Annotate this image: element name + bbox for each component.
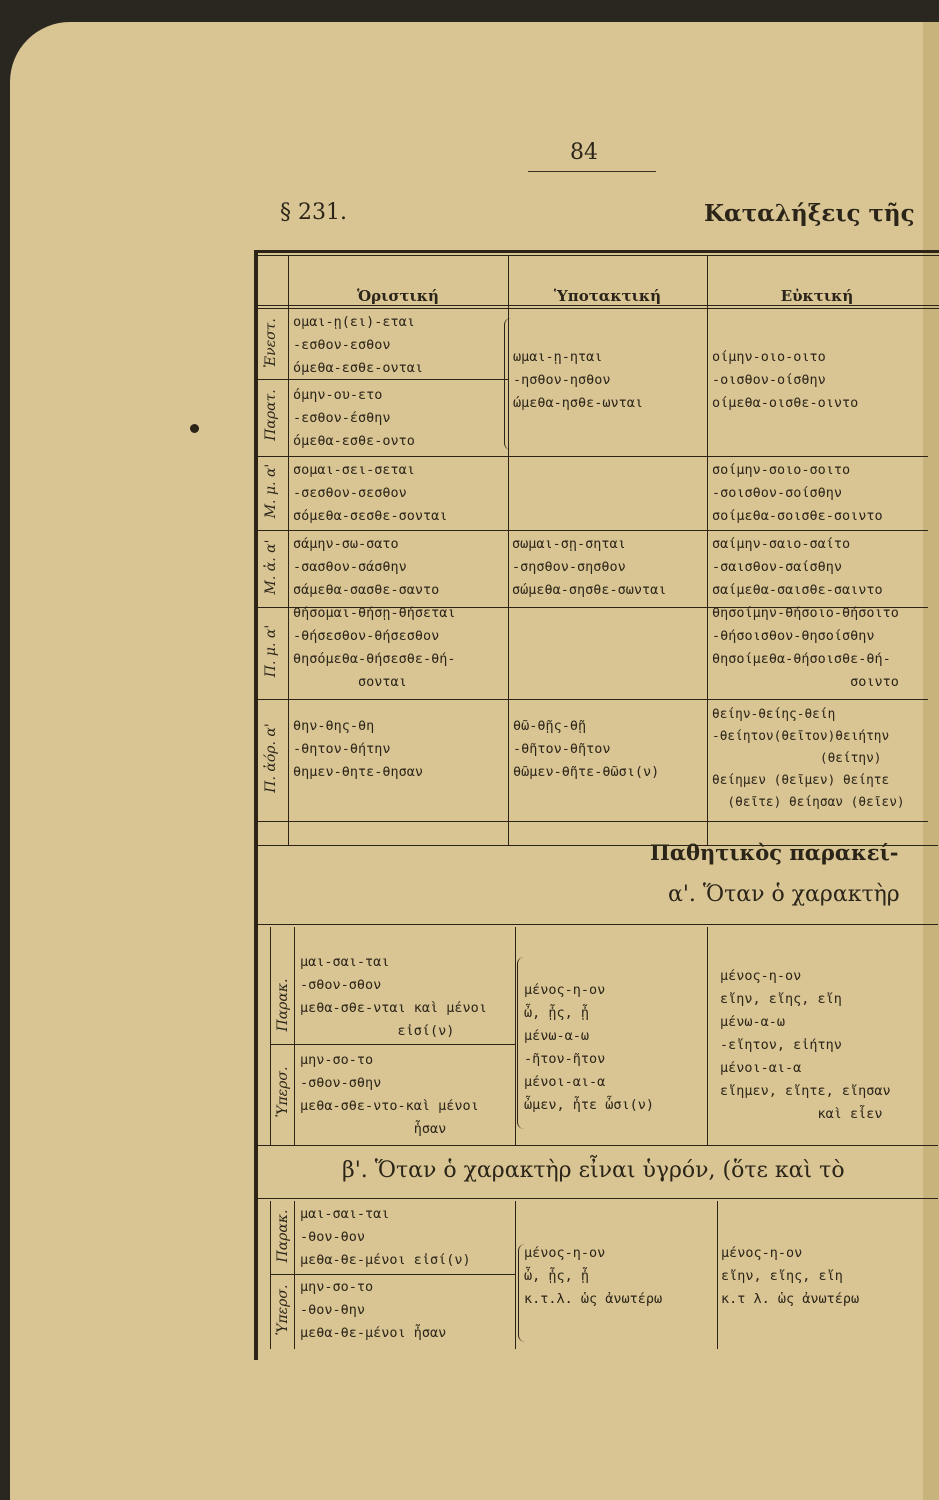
table2-ind-subj-rule (515, 927, 516, 1145)
table3-ind-subj-rule (515, 1201, 516, 1349)
optative-cell: σαίμην-σαιο-σαίτο -σαισθον-σαίσθην σαίμεθα-σαισθε-σαιντο (712, 536, 883, 598)
subjunctive-cell: σωμαι-σῃ-σηται -σησθον-σησθον σώμεθα-σησθε-σωνται (512, 536, 667, 598)
row-label: Ὑπερσ. (275, 1284, 291, 1336)
page-number: 84 (570, 140, 598, 165)
label-column-rule (288, 255, 289, 845)
indicative-cell: μην-σο-το -θον-θην μεθα-θε-μένοι ἦσαν (300, 1279, 447, 1341)
indicative-cell: θην-θης-θη -θητον-θήτην θημεν-θητε-θησαν (293, 718, 424, 780)
optative-cell: θείην-θείης-θείη -θείητον(θεῖτον)θειήτην (θείτην) θείημεν (θεῖμεν) θείητε (θεῖτε) θείησαν (θεῖεν) (712, 707, 905, 810)
table-left-border (254, 250, 258, 1360)
page-edge (923, 22, 939, 1500)
table2-inner-left-rule (270, 927, 271, 1145)
curly-brace (517, 957, 524, 1129)
col-header-indicative: Ὁριστική (357, 287, 439, 305)
row-label: Μ. ἀ. α' (263, 539, 279, 595)
table3-subj-opt-rule (717, 1201, 718, 1349)
table-top-border-inner (254, 255, 939, 256)
subjunctive-cell: ωμαι-ῃ-ηται -ησθον-ησθον ώμεθα-ησθε-ωνται (513, 349, 644, 411)
row-label: Π. ἀόρ. α' (263, 723, 279, 793)
subjunctive-cell: μένος-η-ον ὦ, ᾖς, ᾖ κ.τ.λ. ὡς ἀνωτέρω (524, 1245, 663, 1307)
table-top-border (254, 250, 939, 253)
row-label: Παρατ. (263, 389, 279, 441)
indicative-cell: μην-σο-το -σθον-σθην μεθα-σθε-ντο-καὶ μένοι ἦσαν (300, 1052, 479, 1137)
optative-cell: σοίμην-σοιο-σοιτο -σοισθον-σοίσθην σοίμεθα-σοισθε-σοιντο (712, 462, 883, 524)
row-rule (258, 821, 928, 822)
optative-cell: μένος-η-ον εἴην, εἴης, εἴη κ.τ λ. ὡς ἀνωτέρω (721, 1245, 860, 1307)
row-label: Ὑπερσ. (275, 1066, 291, 1118)
table3-row-rule (270, 1274, 515, 1275)
section-heading: Καταλήξεις τῆς (704, 200, 915, 227)
row-label: Ἐνεστ. (263, 318, 279, 368)
passive-heading: Παθητικὸς παρακεί- (650, 840, 899, 865)
table3-inner-left-rule (270, 1201, 271, 1349)
subjunctive-cell: μένος-η-ον ὦ, ᾖς, ᾖ μένω-α-ω -ῆτον-ῆτον μένοι-αι-α ὦμεν, ἦτε ὦσι(ν) (524, 982, 655, 1113)
subj-opt-rule (707, 255, 708, 845)
row-label: Παρακ. (275, 978, 291, 1032)
page-mark-dot (190, 424, 199, 433)
header-rule (254, 305, 939, 306)
subheading-b: β'. Ὅταν ὁ χαρακτὴρ εἶναι ὑγρόν, (ὅτε καὶ τὸ (342, 1158, 845, 1183)
row-rule (258, 530, 928, 531)
header-rule-double (254, 308, 939, 309)
table2-row-rule (270, 1044, 515, 1045)
curly-brace (504, 318, 511, 450)
optative-cell: οίμην-οιο-οιτο -οισθον-οίσθην οίμεθα-οισθε-οιντο (712, 349, 859, 411)
indicative-cell: ομαι-ῃ(ει)-εται -εσθον-εσθον όμεθα-εσθε-ονται (293, 314, 424, 376)
col-header-optative: Εὐκτική (780, 287, 854, 305)
table2-label-rule (294, 927, 295, 1145)
table3-label-rule (294, 1201, 295, 1349)
indicative-cell: όμην-ου-ετο -εσθον-έσθην όμεθα-εσθε-οντο (293, 387, 415, 449)
table2-bottom-rule (258, 1145, 938, 1146)
row-label: Παρακ. (275, 1209, 291, 1263)
row-label: Μ. μ. α' (263, 463, 279, 519)
indicative-cell: μαι-σαι-ται -σθον-σθον μεθα-σθε-νται καὶ μένοι εἰσί(ν) (300, 954, 487, 1039)
section-number: § 231. (280, 200, 347, 225)
row-rule (258, 699, 928, 700)
subheading-a: α'. Ὅταν ὁ χαρακτὴρ (668, 882, 900, 907)
subjunctive-cell: θῶ-θῇς-θῇ -θῆτον-θῆτον θῶμεν-θῆτε-θῶσι(ν) (513, 718, 660, 780)
optative-cell: μένος-η-ον εἴην, εἴης, εἴη μένω-α-ω -εἴητον, εἰήτην μένοι-αι-α εἴημεν, εἴητε, εἴησαν καὶ εἶεν (720, 968, 891, 1122)
indicative-cell: μαι-σαι-ται -θον-θον μεθα-θε-μένοι εἰσί(ν) (300, 1206, 471, 1268)
indicative-cell: σάμην-σω-σατο -σασθον-σάσθην σάμεθα-σασθε-σαντο (293, 536, 440, 598)
table2-subj-opt-rule (707, 927, 708, 1145)
indicative-cell: θήσομαι-θήσῃ-θήσεται -θήσεσθον-θήσεσθον θησόμεθα-θήσεσθε-θή- σονται (293, 605, 456, 690)
optative-cell: θησοίμην-θήσοιο-θήσοιτο -θήσοισθον-θησοίσθην θησοίμεθα-θήσοισθε-θή- σοιντο (712, 605, 899, 690)
col-header-subjunctive: Ὑποτακτική (553, 287, 662, 305)
page-number-rule (528, 171, 656, 172)
book-page (10, 22, 939, 1500)
indicative-cell: σομαι-σει-σεται -σεσθον-σεσθον σόμεθα-σεσθε-σονται (293, 462, 448, 524)
section-b-top-rule (258, 1198, 938, 1199)
section-a-top-rule (258, 924, 938, 925)
row-label: Π. μ. α' (263, 624, 279, 678)
row-rule (258, 456, 928, 457)
